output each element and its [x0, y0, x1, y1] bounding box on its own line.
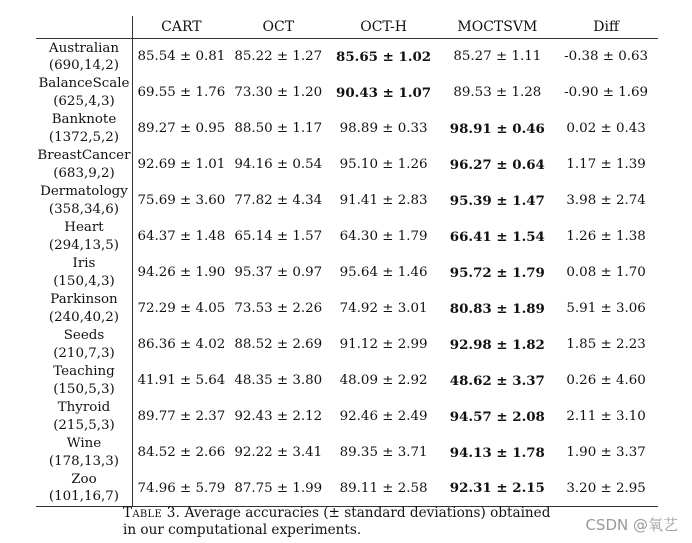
header-cart: CART [161, 19, 202, 35]
dataset-dims: (178,13,3) [48, 453, 120, 469]
table-row [36, 111, 658, 147]
table-row [36, 435, 658, 471]
dataset-cell [36, 183, 132, 219]
value-cell: 80.83 ± 1.89 [449, 300, 545, 317]
dataset-cell [36, 147, 132, 183]
dataset-name: Zoo [71, 472, 97, 488]
value-cell: 74.92 ± 3.01 [339, 301, 428, 316]
value-cell: 94.26 ± 1.90 [137, 265, 226, 280]
dataset-dims: (358,34,6) [48, 201, 120, 217]
dataset-cell [36, 471, 132, 507]
caption-text: Average accuracies (± standard deviations) obtained in our computational experiments. [123, 505, 551, 538]
dataset-cell [36, 363, 132, 399]
dataset-dims: (625,4,3) [53, 93, 115, 109]
table-header-row [36, 16, 658, 39]
value-cell: 0.08 ± 1.70 [566, 265, 646, 280]
value-cell: 90.43 ± 1.07 [336, 84, 432, 101]
value-cell: 92.43 ± 2.12 [234, 409, 323, 424]
caption-label: Table 3. [123, 505, 181, 521]
value-cell: 2.11 ± 3.10 [566, 409, 646, 424]
value-cell: 3.98 ± 2.74 [566, 193, 646, 208]
table-row [36, 471, 658, 507]
dataset-dims: (101,16,7) [48, 489, 120, 505]
results-table [36, 16, 658, 507]
dataset-cell [36, 75, 132, 111]
value-cell: 0.02 ± 0.43 [566, 121, 646, 136]
value-cell: 95.37 ± 0.97 [234, 265, 323, 280]
table-row [36, 219, 658, 255]
value-cell: 73.30 ± 1.20 [234, 85, 323, 100]
value-cell: 92.98 ± 1.82 [449, 336, 545, 353]
table-row [36, 255, 658, 291]
dataset-dims: (240,40,2) [48, 309, 120, 325]
dataset-dims: (150,4,3) [53, 273, 115, 289]
table-row [36, 147, 658, 183]
value-cell: 69.55 ± 1.76 [137, 85, 226, 100]
value-cell: 85.27 ± 1.11 [453, 49, 542, 65]
value-cell: 74.96 ± 5.79 [137, 480, 226, 496]
dataset-dims: (690,14,2) [48, 57, 120, 73]
value-cell: 87.75 ± 1.99 [234, 480, 323, 496]
value-cell: 89.35 ± 3.71 [339, 445, 428, 460]
value-cell: 5.91 ± 3.06 [566, 301, 646, 316]
table-row [36, 399, 658, 435]
dataset-dims: (215,5,3) [53, 417, 115, 433]
dataset-name: Seeds [63, 328, 105, 344]
dataset-cell [36, 111, 132, 147]
table-row [36, 75, 658, 111]
value-cell: 98.89 ± 0.33 [339, 121, 428, 136]
value-cell: -0.38 ± 0.63 [564, 49, 649, 65]
table-row [36, 327, 658, 363]
header-oct: OCT [262, 19, 295, 35]
table-row [36, 183, 658, 219]
dataset-name: Heart [64, 220, 104, 236]
dataset-dims: (1372,5,2) [48, 129, 120, 145]
value-cell: 1.90 ± 3.37 [566, 445, 646, 460]
dataset-cell [36, 219, 132, 255]
table-caption [123, 505, 563, 539]
value-cell: 95.39 ± 1.47 [449, 192, 545, 209]
value-cell: 85.65 ± 1.02 [336, 48, 432, 65]
value-cell: 95.72 ± 1.79 [449, 264, 545, 281]
value-cell: 48.35 ± 3.80 [234, 373, 323, 388]
value-cell: 96.27 ± 0.64 [449, 156, 545, 173]
dataset-cell [36, 291, 132, 327]
value-cell: 94.57 ± 2.08 [449, 408, 545, 425]
value-cell: 0.26 ± 4.60 [566, 373, 646, 388]
value-cell: 94.13 ± 1.78 [449, 444, 545, 461]
value-cell: 89.11 ± 2.58 [339, 480, 428, 496]
value-cell: 65.14 ± 1.57 [234, 229, 323, 244]
value-cell: 88.50 ± 1.17 [234, 121, 323, 136]
value-cell: 72.29 ± 4.05 [137, 301, 226, 316]
dataset-dims: (150,5,3) [53, 381, 115, 397]
dataset-name: Parkinson [50, 292, 118, 308]
value-cell: 91.41 ± 2.83 [339, 193, 428, 208]
dataset-name: Australian [48, 40, 120, 56]
value-cell: 92.31 ± 2.15 [449, 480, 545, 497]
dataset-cell [36, 435, 132, 471]
table-row [36, 39, 658, 75]
value-cell: -0.90 ± 1.69 [564, 85, 649, 100]
header-moctsvm: MOCTSVM [457, 19, 538, 35]
value-cell: 73.53 ± 2.26 [234, 301, 323, 316]
value-cell: 95.10 ± 1.26 [339, 157, 428, 172]
dataset-cell [36, 399, 132, 435]
dataset-name: BreastCancer [37, 148, 131, 164]
value-cell: 85.54 ± 0.81 [137, 49, 226, 65]
value-cell: 1.85 ± 2.23 [566, 337, 646, 352]
value-cell: 92.69 ± 1.01 [137, 157, 226, 172]
dataset-name: Banknote [51, 112, 117, 128]
value-cell: 89.77 ± 2.37 [137, 409, 226, 424]
dataset-name: Wine [66, 436, 102, 452]
value-cell: 66.41 ± 1.54 [449, 228, 545, 245]
value-cell: 95.64 ± 1.46 [339, 265, 428, 280]
dataset-dims: (683,9,2) [53, 165, 115, 181]
value-cell: 75.69 ± 3.60 [137, 193, 226, 208]
dataset-cell [36, 39, 132, 75]
value-cell: 92.22 ± 3.41 [234, 445, 323, 460]
dataset-cell [36, 255, 132, 291]
dataset-name: Dermatology [40, 184, 128, 200]
value-cell: 41.91 ± 5.64 [137, 373, 226, 388]
value-cell: 3.20 ± 2.95 [566, 480, 646, 496]
value-cell: 88.52 ± 2.69 [234, 337, 323, 352]
value-cell: 84.52 ± 2.66 [137, 445, 226, 460]
value-cell: 94.16 ± 0.54 [234, 157, 323, 172]
table-body [36, 39, 658, 507]
dataset-name: Thyroid [57, 400, 111, 416]
value-cell: 86.36 ± 4.02 [137, 337, 226, 352]
value-cell: 64.30 ± 1.79 [339, 229, 428, 244]
dataset-cell [36, 327, 132, 363]
dataset-name: Iris [72, 256, 96, 272]
value-cell: 1.17 ± 1.39 [566, 157, 646, 172]
dataset-name: Teaching [53, 364, 115, 380]
header-dataset [36, 16, 132, 39]
value-cell: 48.09 ± 2.92 [339, 373, 428, 388]
value-cell: 64.37 ± 1.48 [137, 229, 226, 244]
header-diff: Diff [593, 19, 619, 35]
header-oct-h: OCT-H [360, 19, 407, 35]
value-cell: 89.27 ± 0.95 [137, 121, 226, 136]
table-row [36, 291, 658, 327]
value-cell: 48.62 ± 3.37 [449, 372, 545, 389]
dataset-name: BalanceScale [38, 76, 130, 92]
value-cell: 85.22 ± 1.27 [234, 49, 323, 65]
dataset-dims: (210,7,3) [53, 345, 115, 361]
value-cell: 89.53 ± 1.28 [453, 85, 542, 100]
value-cell: 91.12 ± 2.99 [339, 337, 428, 352]
table-row [36, 363, 658, 399]
dataset-dims: (294,13,5) [48, 237, 120, 253]
watermark: CSDN @氧艺 [585, 516, 678, 534]
value-cell: 92.46 ± 2.49 [339, 409, 428, 424]
value-cell: 98.91 ± 0.46 [449, 120, 545, 137]
value-cell: 77.82 ± 4.34 [234, 193, 323, 208]
value-cell: 1.26 ± 1.38 [566, 229, 646, 244]
